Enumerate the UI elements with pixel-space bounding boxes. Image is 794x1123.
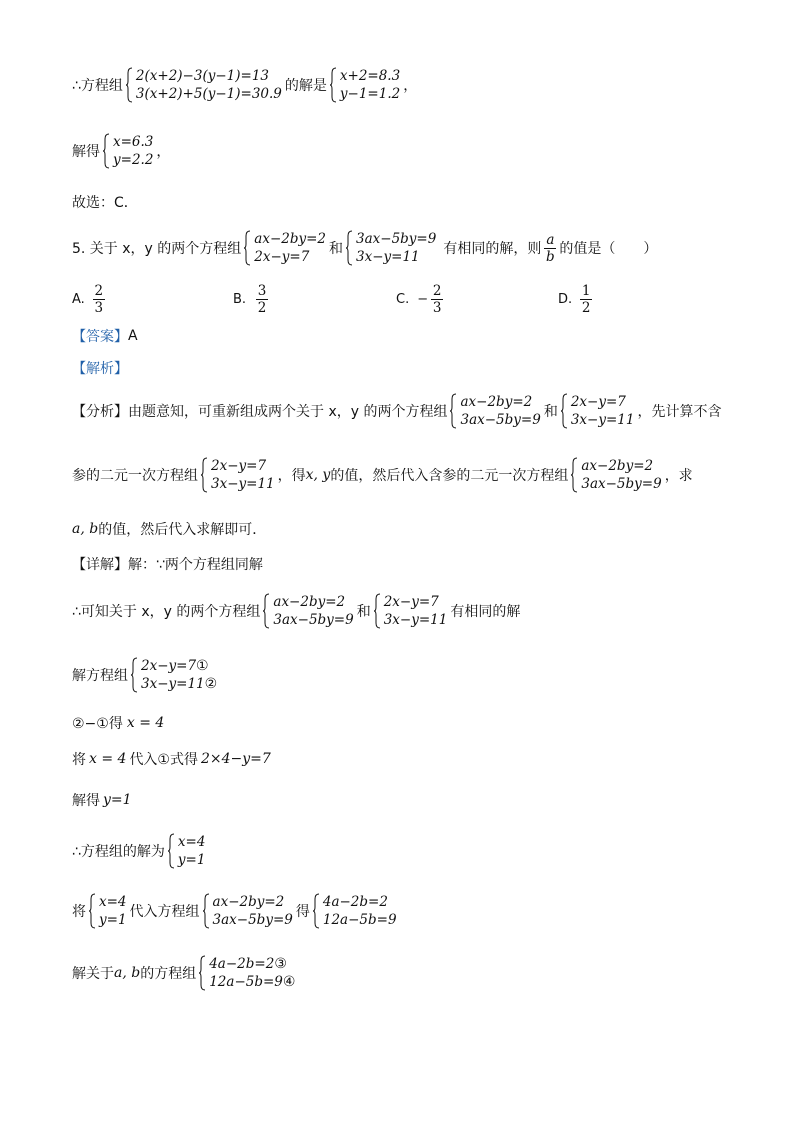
option-c[interactable] (396, 283, 446, 316)
brace-icon (103, 133, 110, 169)
step-5 (72, 790, 734, 810)
line1-mid: 的解是 (284, 78, 327, 94)
minus-sign: − (417, 292, 429, 307)
fraction-numerator: a (546, 231, 555, 248)
analysis-text-line-3 (72, 519, 734, 539)
equation: 3x−y=11 (570, 412, 635, 428)
equation: 2x−y=7 (211, 458, 267, 474)
equation: 2x−y=7 (570, 394, 626, 410)
fraction-denominator: 2 (581, 300, 591, 316)
step-text: 有相同的解 (450, 604, 521, 620)
analysis-text: ，求 (664, 468, 693, 484)
brace-icon (571, 457, 578, 493)
option-label: C. (396, 292, 410, 307)
analysis-text: 参的二元一次方程组 (72, 468, 198, 484)
analysis-text: 的值，然后代入求解即可． (98, 522, 267, 538)
fraction (431, 283, 443, 316)
variables-ab: a, b (72, 521, 99, 537)
chosen-answer: 故选：C． (72, 195, 138, 211)
fraction-denominator: 3 (432, 300, 442, 316)
equation: 3x−y=11 (211, 476, 275, 492)
equation: ax−2by=2 (581, 458, 654, 474)
step-text: 将 (72, 904, 86, 920)
fraction-denominator: b (546, 248, 555, 265)
step-text: 解得 (72, 793, 100, 809)
conjunction: 和 (543, 404, 558, 420)
equation: ax−2by=2 (212, 894, 285, 910)
brace-icon (330, 67, 337, 103)
step-text: ②−①得 (72, 716, 123, 732)
equation: 4a−2b=2 (322, 894, 388, 910)
line1-suffix: ， (403, 78, 418, 94)
option-b[interactable] (233, 283, 271, 316)
analysis-text: 由题意知，可重新组成两个关于 x，y 的两个方程组 (128, 404, 448, 420)
equation-system (263, 593, 353, 629)
answer-tag: 【答案】 (72, 329, 128, 345)
option-label: A. (72, 292, 85, 307)
equation: ax−2by=2 (273, 594, 346, 610)
analysis-text: ，得 (277, 468, 306, 484)
option-label: D. (558, 292, 573, 307)
equation: 2x−y=7 (383, 594, 439, 610)
step-6 (72, 833, 734, 869)
line2-suffix: ， (156, 144, 171, 160)
fraction-numerator: 2 (94, 283, 104, 299)
equation: 4a−2b=2 (209, 956, 275, 972)
variables-ab: a, b (114, 965, 141, 981)
step-text: ∴方程组的解为 (72, 844, 165, 860)
brace-icon (203, 893, 210, 929)
analysis-text: 的值，然后代入含参的二元一次方程组 (330, 468, 569, 484)
step-text: 的方程组 (140, 966, 197, 982)
question-prefix: 5. 关于 x，y 的两个方程组 (72, 241, 242, 257)
equation: 3ax−5by=9 (581, 476, 662, 492)
step-7 (72, 893, 734, 929)
equation: y=1 (99, 912, 127, 928)
fraction (256, 283, 268, 316)
equation-system (203, 893, 293, 929)
analysis-text-line-1 (72, 393, 734, 429)
equation-system (561, 393, 635, 429)
equation: 2×4−y=7 (201, 751, 271, 767)
step-text: 代入方程组 (129, 904, 200, 920)
analysis-tag: 【解析】 (72, 361, 128, 377)
step-1 (72, 593, 734, 629)
brace-icon (201, 457, 208, 493)
brace-icon (346, 230, 353, 266)
question-5 (72, 230, 734, 266)
equation-system (313, 893, 397, 929)
equation: 3ax−5by=9 (460, 412, 541, 428)
equation: 12a−5b=9 (209, 974, 283, 990)
fraction (93, 283, 105, 316)
brace-icon (199, 955, 206, 991)
equation: 3ax−5by=9 (356, 231, 437, 247)
solution-system (103, 133, 153, 169)
brace-icon (450, 393, 457, 429)
equation: 3ax−5by=9 (273, 612, 354, 628)
equation: 12a−5b=9 (322, 912, 397, 928)
analysis-text-line-2 (72, 457, 734, 493)
equation: 3x−y=11 (356, 249, 420, 265)
option-a[interactable] (72, 283, 108, 316)
equation: 2(x+2)−3(y−1)=13 (135, 68, 270, 84)
equation-system (450, 393, 540, 429)
equation-system (571, 457, 661, 493)
detail-line (72, 554, 734, 574)
equation: y=2.2 (113, 152, 154, 168)
circled-label: ② (204, 676, 218, 692)
fraction-denominator: 3 (94, 300, 104, 316)
circled-label: ① (196, 658, 209, 674)
equation-system (131, 657, 217, 693)
equation: x=6.3 (113, 134, 154, 150)
step-3 (72, 713, 734, 733)
analysis-text: ，先计算不含 (637, 404, 722, 420)
equation: 3ax−5by=9 (212, 912, 293, 928)
brace-icon (313, 893, 320, 929)
step-text: 解关于 (72, 966, 114, 982)
solution-line-1 (72, 67, 734, 103)
conjunction: 和 (356, 604, 371, 620)
circled-label: ④ (282, 974, 296, 990)
analysis-line (72, 358, 734, 378)
equation: 3(x+2)+5(y−1)=30.9 (135, 86, 282, 102)
option-d[interactable] (558, 283, 595, 316)
brace-icon (168, 833, 175, 869)
answer-choice-line (72, 192, 734, 212)
brace-icon (89, 893, 96, 929)
equation: ax−2by=2 (460, 394, 533, 410)
equation: x = 4 (126, 715, 165, 731)
brace-icon (244, 230, 251, 266)
equation: x = 4 (89, 751, 127, 767)
fraction (544, 232, 556, 265)
equation: y=1 (177, 852, 206, 868)
step-text: ∴可知关于 x，y 的两个方程组 (72, 604, 261, 620)
fraction-numerator: 2 (432, 283, 442, 299)
equation-system (199, 955, 295, 991)
equation: 3x−y=11 (383, 612, 448, 628)
solution-system (89, 893, 127, 929)
equation: y−1=1.2 (339, 86, 401, 102)
equation: 2x−y=7 (254, 249, 310, 265)
step-4 (72, 749, 734, 769)
step-2 (72, 657, 734, 693)
equation-system (201, 457, 275, 493)
option-label: B. (233, 292, 247, 307)
equation: 3x−y=11 (141, 676, 205, 692)
brace-icon (374, 593, 381, 629)
question-mid: 有相同的解，则 (443, 241, 542, 257)
step-8 (72, 955, 734, 991)
line1-prefix: ∴方程组 (72, 78, 123, 94)
equation: 2x−y=7 (141, 658, 197, 674)
answer-line (72, 326, 734, 346)
equation: x+2=8.3 (339, 68, 401, 84)
line2-prefix: 解得 (72, 144, 100, 160)
fraction-denominator: 2 (257, 300, 267, 316)
brace-icon (263, 593, 270, 629)
detail-text: 解：∵两个方程组同解 (128, 557, 263, 573)
equation-system (126, 67, 282, 103)
fraction-numerator: 3 (257, 283, 267, 299)
equation-system (244, 230, 326, 266)
equation: ax−2by=2 (254, 231, 327, 247)
analysis-subtag: 【分析】 (72, 404, 128, 420)
step-text: 代入①式得 (129, 752, 198, 768)
equation-system (374, 593, 448, 629)
variables-xy: x, y (305, 467, 331, 483)
brace-icon (126, 67, 133, 103)
equation: x=4 (99, 894, 127, 910)
solution-system (330, 67, 400, 103)
circled-label: ③ (274, 956, 287, 972)
brace-icon (131, 657, 138, 693)
step-text: 解方程组 (72, 668, 128, 684)
step-text: 得 (295, 904, 310, 920)
conjunction: 和 (329, 241, 344, 257)
step-text: 将 (72, 752, 86, 768)
equation: y=1 (103, 792, 132, 808)
equation: x=4 (177, 834, 206, 850)
fraction-numerator: 1 (581, 283, 591, 299)
equation-system (346, 230, 436, 266)
question-suffix: 的值是（ ） (559, 241, 658, 257)
brace-icon (561, 393, 568, 429)
solution-system (168, 833, 206, 869)
fraction (580, 283, 592, 316)
solution-line-2 (72, 133, 734, 169)
detail-tag: 【详解】 (72, 557, 128, 573)
answer-value: A (128, 328, 138, 344)
